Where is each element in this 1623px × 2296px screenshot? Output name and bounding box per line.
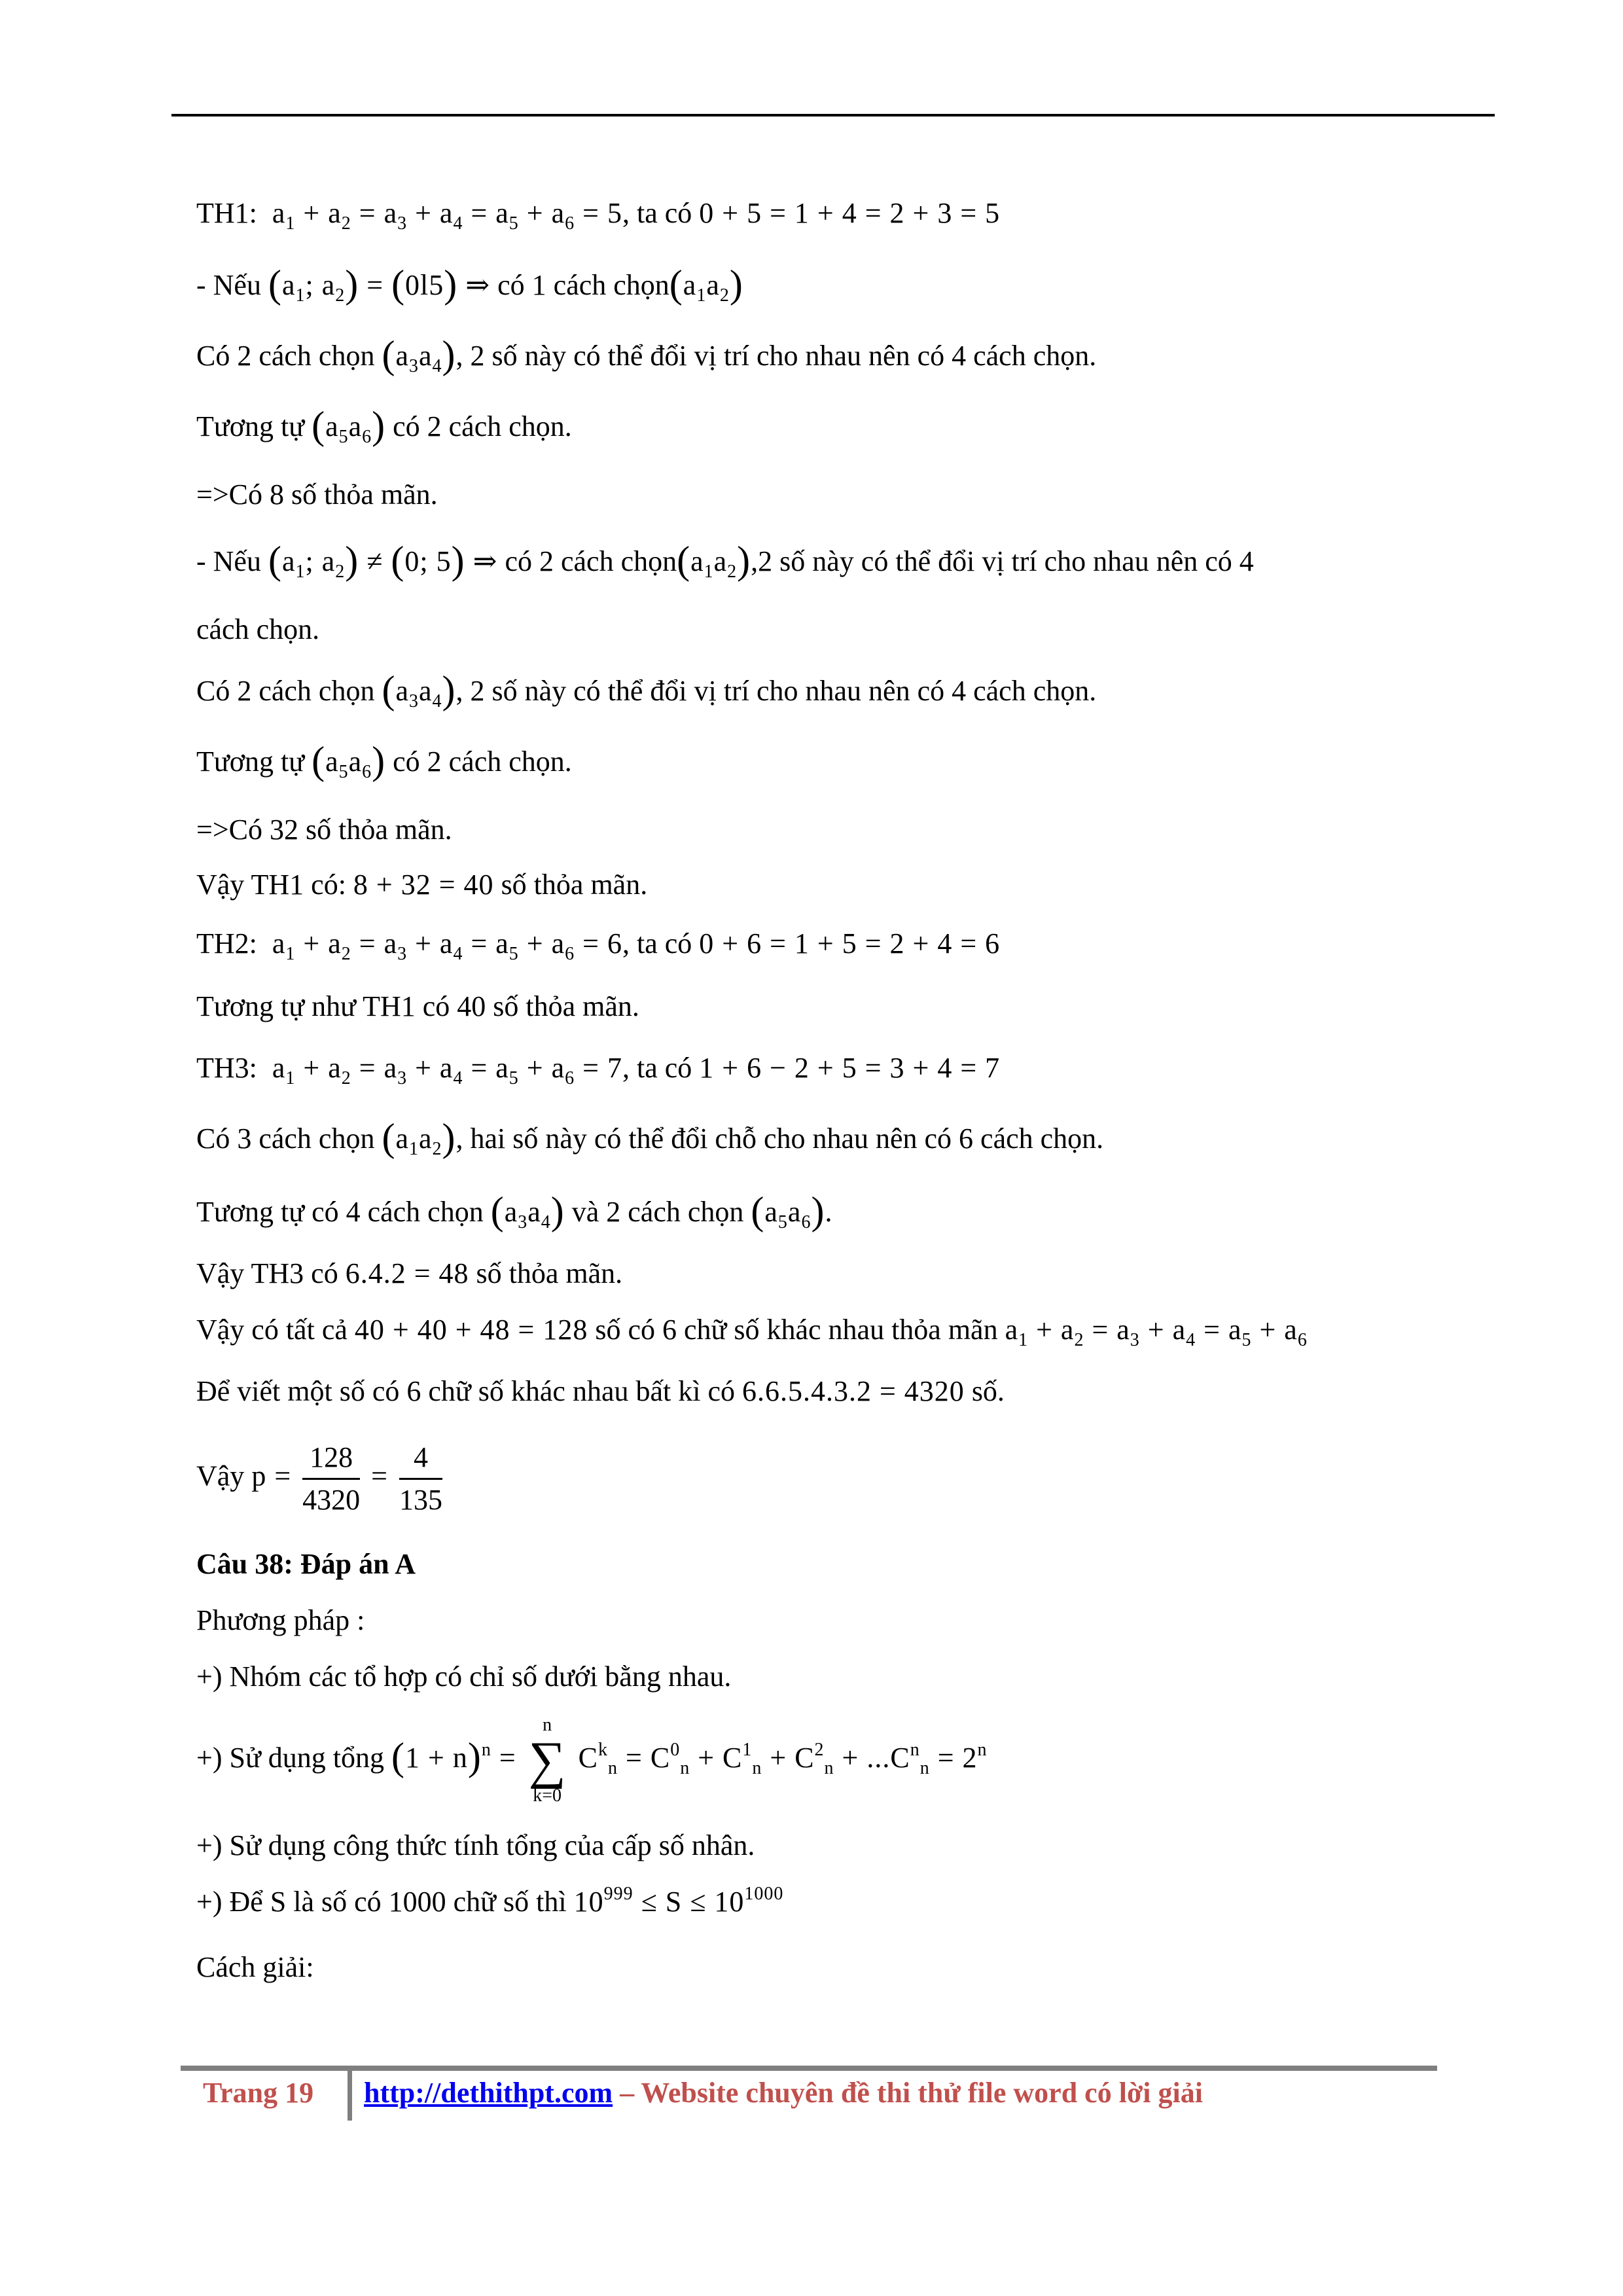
vay-p-line: Vậy p = $\frac{128}{4320}$ = $\frac{4}{135}$ [196, 1437, 446, 1520]
sum-symbol: n ∑ k=0 [528, 1715, 566, 1806]
cachchon-line: cách chọn. [196, 613, 320, 645]
co3-line: Có 3 cách chọn $(a_1a_2)$, hai số này có thể đổi chỗ cho nhau nên có 6 cách chọn. [196, 1116, 1104, 1159]
footer-divider [348, 2070, 352, 2121]
phuongphap-line: Phương pháp : [196, 1604, 365, 1636]
neu1-line: - Nếu ($a_1$; $a_2) = (0l5)$ ⇒ có 1 cách $chọn(a_1a_2)$ [196, 262, 743, 306]
co2a-line: Có 2 cách chọn $(a_3a_4)$, 2 số này có thể đổi vị trí cho nhau nên có 4 cách chọn. [196, 333, 1097, 376]
vay-th3-line: Vậy TH3 có 6.4.2 = 48 số thỏa mãn. [196, 1257, 623, 1289]
vay-th1-line: Vậy TH1 có: 8 + 32 = 40 số thỏa mãn. [196, 869, 648, 901]
th2-tuongtu-line: Tương tự như TH1 có 40 số thỏa mãn. [196, 990, 639, 1022]
page-number: Trang 19 [203, 2077, 314, 2109]
co2b-line: Có 2 cách chọn $(a_3a_4)$, 2 số này có thể đổi vị trí cho nhau nên có 4 cách chọn. [196, 668, 1097, 711]
th1-equation: $a_1 + a_2 = a_3 + a_4 = a_5 + a_6 = 5$ [264, 197, 622, 234]
co32-line: =>Có 32 số thỏa mãn. [196, 814, 452, 846]
cachgiai-line: Cách giải: [196, 1951, 314, 1983]
bullet-1: +) Nhóm các tổ hợp có chỉ số dưới bằng nhau. [196, 1660, 732, 1693]
tuongtu-a-line: Tương tự $(a_5a_6)$ có 2 cách chọn. [196, 404, 572, 447]
th1-line: TH1: $a_1 + a_2 = a_3 + a_4 = a_5 + a_6 = 5$, ta có 0 + 5 = 1 + 4 = 2 + 3 = 5 [196, 197, 1001, 234]
th3-line: TH3: $a_1 + a_2 = a_3 + a_4 = a_5 + a_6 = 7$, ta có 1 + 6 − 2 + 5 = 3 + 4 = 7 [196, 1052, 1001, 1088]
tuongtu-b-line: Tương tự $(a_5a_6)$ có 2 cách chọn. [196, 739, 572, 782]
footer-text [364, 2073, 1203, 2113]
bullet-2: +) Sử dụng tổng $(1 + n)^n$ = n ∑ k=0 $C^k_n = C^0_n + C^1_n + C^2_n + ...C^n_n = 2^n$ [196, 1715, 988, 1806]
bullet-3: +) Sử dụng công thức tính tổng của cấp số nhân. [196, 1829, 755, 1861]
fraction-128-4320: $\frac{128}{4320}$ [302, 1437, 360, 1520]
vay-tatca-line: Vậy có tất cả 40 + 40 + 48 = 128 số có 6 chữ số khác nhau thỏa mãn $a_1 + a_2 = a_3 + a_4 = a_5 + a_6$ [196, 1314, 1308, 1350]
website-link[interactable]: http://dethithpt.com [364, 2077, 613, 2109]
co8-line: =>Có 8 số thỏa mãn. [196, 478, 438, 511]
footer-rule [181, 2066, 1437, 2071]
deviet-line: Để viết một số có 6 chữ số khác nhau bất kì có 6.6.5.4.3.2 = 4320 số. [196, 1375, 1005, 1407]
footer-tagline: – Website chuyên đề thi thử file word có lời giải [613, 2077, 1203, 2109]
neu2-line: - Nếu ($a_1$; $a_2) \ne (0$; 5) ⇒ có 2 cách $chọn(a_1a_2),2$ số này có thể đổi vị trí cho nhau nên có 4 [196, 539, 1254, 582]
cau38-heading: Câu 38: Đáp án A [196, 1548, 416, 1580]
header-rule [171, 114, 1495, 117]
bullet-4: +) Để S là số có 1000 chữ số thì $10^{999} \le S \le 10^{1000}$ [196, 1884, 784, 1918]
fraction-4-135: $\frac{4}{135}$ [399, 1437, 442, 1520]
tuongtu4-line: Tương tự có 4 cách chọn $(a_3a_4)$ và 2 cách chọn $(a_5a_6)$. [196, 1189, 833, 1232]
th2-line: TH2: $a_1 + a_2 = a_3 + a_4 = a_5 + a_6 = 6$, ta có 0 + 6 = 1 + 5 = 2 + 4 = 6 [196, 927, 1001, 964]
